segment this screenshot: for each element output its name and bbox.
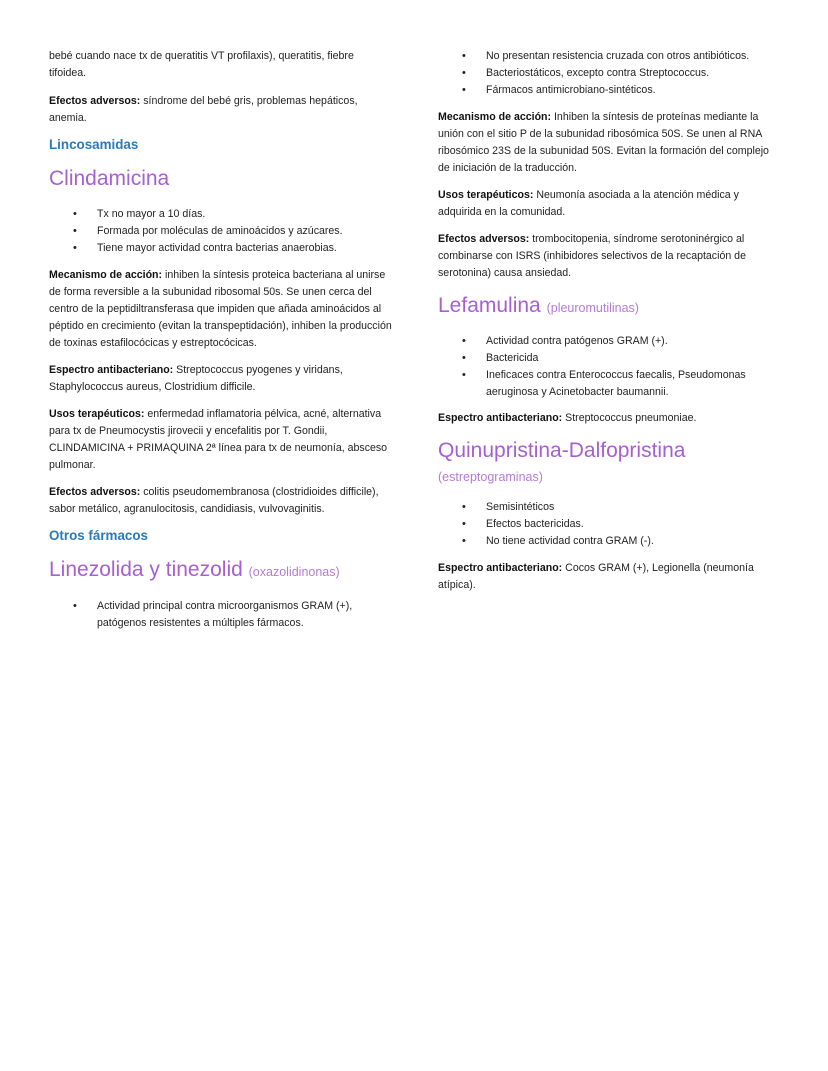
mechanism-text: inhiben la síntesis proteica bacteriana al unirse de forma reversible a la subunidad ribosomal 50s. Se unen cerca del centro de la peptidiltransferasa que impiden que añada aminoácidos al péptido en crecimiento (evitan la transpeptidación), inhiben la producción de toxinas estafilocócicas y estreptocócicas. — [49, 269, 392, 349]
list-item: • No tiene actividad contra GRAM (-). — [438, 533, 783, 550]
adverse-effects-text: trombocitopenia, síndrome serotoninérgico al combinarse con ISRS (inhibidores selectivos de la recaptación de serotonina) causa ansiedad. — [438, 233, 746, 279]
lefamulina-bullet-list — [438, 333, 758, 401]
list-item: • Ineficaces contra Enterococcus faecalis, Pseudomonas aeruginosa y Acinetobacter baumannii. — [438, 367, 758, 401]
therapeutic-uses-label: Usos terapéuticos: — [438, 189, 534, 201]
spectrum-text: Streptococcus pneumoniae. — [562, 412, 697, 424]
list-item: • Actividad principal contra microorganismos GRAM (+), patógenos resistentes a múltiples fármacos. — [49, 598, 369, 632]
therapeutic-uses-text: enfermedad inflamatoria pélvica, acné, alternativa para tx de Pneumocystis jirovecii y encefalitis por T. Gondii, CLINDAMICINA + PRIMAQUINA 2ª línea para tx de neumonía, absceso pulmonar. — [49, 408, 388, 471]
therapeutic-uses-paragraph — [49, 406, 394, 474]
heading-quinupristina: Quinupristina-Dalfopristina — [438, 439, 686, 462]
mechanism-text: Inhiben la síntesis de proteínas mediante la unión con el sitio P de la subunidad ribosómica 50S. Se unen al RNA ribosómico 23S de la subunidad 50S. Evitan la formación del complejo de iniciación de la traducción. — [438, 111, 769, 174]
adverse-effects-label: Efectos adversos: — [49, 95, 141, 107]
list-item: • Formada por moléculas de aminoácidos y azúcares. — [49, 223, 399, 240]
mechanism-label: Mecanismo de acción: — [49, 269, 163, 281]
intro-paragraph: bebé cuando nace tx de queratitis VT profilaxis), queratitis, fiebre tifoidea. — [49, 50, 354, 79]
linezolida-bullet-list-continued — [438, 48, 783, 99]
list-item: • Efectos bactericidas. — [438, 516, 783, 533]
heading-lefamulina-title: Lefamulina — [438, 294, 541, 317]
heading-linezolida-subtitle: (oxazolidinonas) — [248, 565, 340, 579]
list-item: • Bactericida — [438, 350, 758, 367]
heading-lefamulina-subtitle: (pleuromutilinas) — [546, 301, 639, 315]
adverse-effects-text: colitis pseudomembranosa (clostridioides difficile), sabor metálico, agranulocitosis, candidiasis, vulvovaginitis. — [49, 486, 379, 515]
therapeutic-uses-paragraph — [438, 187, 768, 221]
list-item: • Fármacos antimicrobiano-sintéticos. — [438, 82, 783, 99]
mechanism-paragraph — [438, 109, 783, 177]
spectrum-paragraph — [438, 410, 783, 427]
heading-linezolida-title: Linezolida y tinezolid — [49, 558, 243, 581]
spectrum-text: Cocos GRAM (+), Legionella (neumonía atípica). — [438, 562, 754, 591]
adverse-effects-paragraph — [438, 231, 783, 282]
list-item: • Semisintéticos — [438, 499, 783, 516]
spectrum-label: Espectro antibacteriano: — [438, 412, 563, 424]
therapeutic-uses-text: Neumonía asociada a la atención médica y adquirida en la comunidad. — [438, 189, 739, 218]
heading-linezolida — [49, 558, 340, 582]
quinupristina-bullet-list — [438, 499, 783, 550]
adverse-effects-text: síndrome del bebé gris, problemas hepáticos, anemia. — [49, 95, 358, 124]
list-item: • Actividad contra patógenos GRAM (+). — [438, 333, 758, 350]
mechanism-paragraph — [49, 267, 394, 352]
spectrum-label: Espectro antibacteriano: — [49, 364, 174, 376]
adverse-effects-paragraph — [49, 484, 394, 518]
heading-clindamicina: Clindamicina — [49, 167, 170, 190]
mechanism-label: Mecanismo de acción: — [438, 111, 552, 123]
adverse-effects-label: Efectos adversos: — [49, 486, 141, 498]
spectrum-paragraph — [49, 362, 379, 396]
spectrum-paragraph — [438, 560, 768, 594]
list-item: • No presentan resistencia cruzada con otros antibióticos. — [438, 48, 783, 65]
list-item: • Tx no mayor a 10 días. — [49, 206, 399, 223]
clindamicina-bullet-list — [49, 206, 399, 257]
list-item: • Tiene mayor actividad contra bacterias anaerobias. — [49, 240, 399, 257]
list-item: • Bacteriostáticos, excepto contra Streptococcus. — [438, 65, 783, 82]
therapeutic-uses-label: Usos terapéuticos: — [49, 408, 145, 420]
spectrum-text: Streptococcus pyogenes y viridans, Staphylococcus aureus, Clostridium difficile. — [49, 364, 343, 393]
spectrum-label: Espectro antibacteriano: — [438, 562, 563, 574]
section-heading-lincosamidas: Lincosamidas — [49, 137, 139, 152]
heading-quinupristina-subtitle: (estreptograminas) — [438, 470, 543, 484]
linezolida-bullet-list — [49, 598, 369, 632]
adverse-effects-label: Efectos adversos: — [438, 233, 530, 245]
adverse-effects-paragraph — [49, 93, 379, 127]
section-heading-otros-farmacos: Otros fármacos — [49, 528, 148, 543]
heading-lefamulina — [438, 294, 639, 318]
